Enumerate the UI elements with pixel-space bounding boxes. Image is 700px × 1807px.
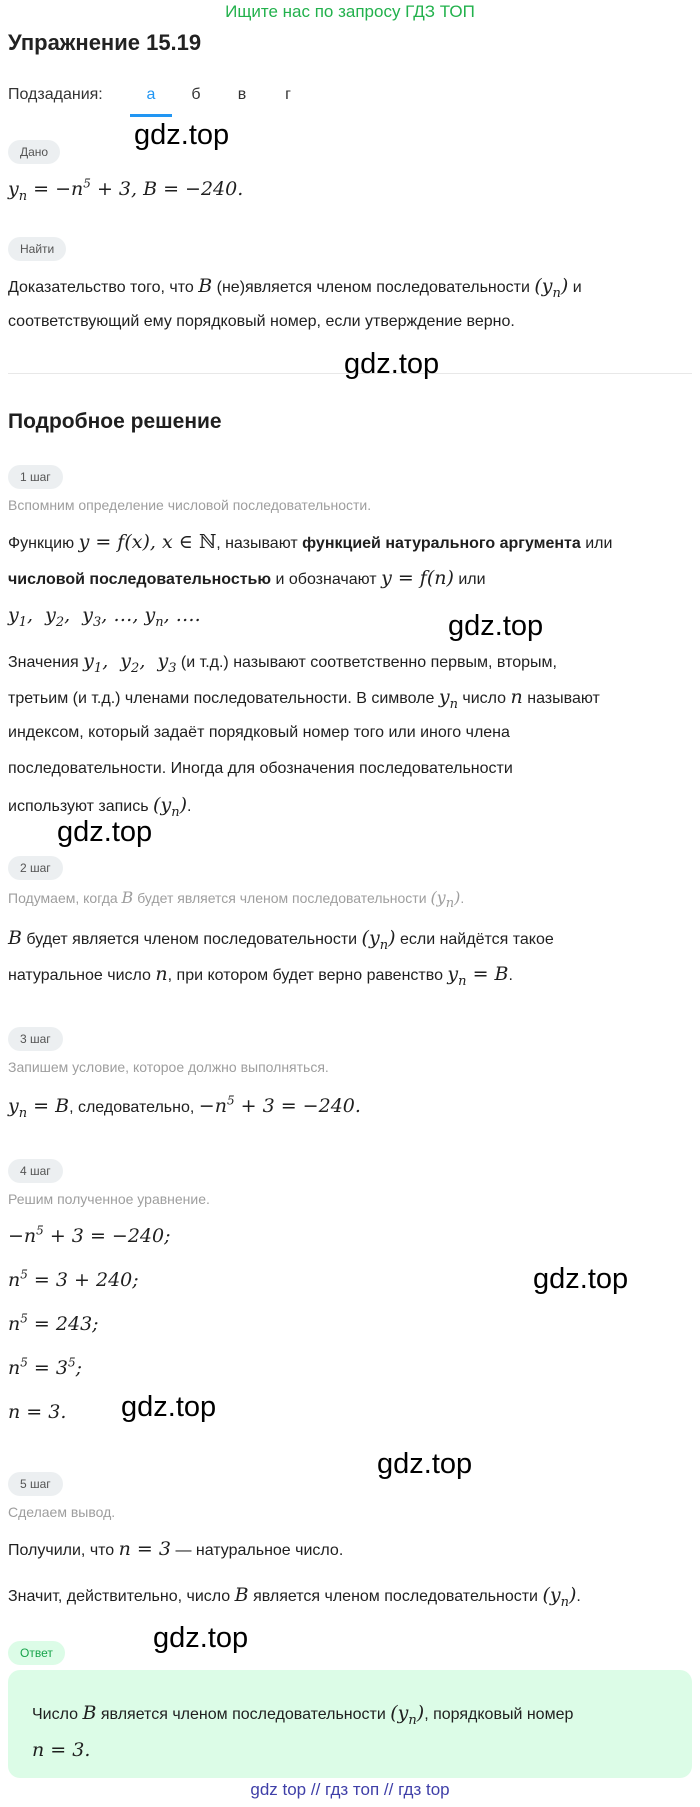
equation-line-2: $n^5 = 3 + 240$; [8, 1267, 139, 1291]
subtasks-label: Подзадания: [8, 86, 103, 103]
answer-line-2: n = 3. [32, 1739, 91, 1761]
watermark: gdz.top [448, 610, 544, 642]
step-1-line-4: Значения $y_1$, $y_2$, $y_3$ (и т.д.) называют соответственно первым, вторым, [8, 650, 557, 676]
tab-g[interactable]: г [285, 86, 291, 103]
step-1-line-7: последовательности. Иногда для обозначения последовательности [8, 760, 513, 777]
watermark: gdz.top [533, 1263, 629, 1295]
tab-a[interactable]: а [146, 86, 156, 103]
answer-line-1: Число B является членом последовательности $(y_n)$, порядковый номер [32, 1702, 574, 1728]
equation-line-3: $n^5 = 243$; [8, 1311, 99, 1335]
step-4-hint: Решим полученное уравнение. [8, 1191, 210, 1207]
footer-separator: // [310, 1780, 321, 1799]
watermark: gdz.top [121, 1391, 217, 1423]
active-tab-indicator [130, 114, 172, 117]
step-3-line-1: $y_n = B$, следовательно, $-n^5 + 3 = -240$. [8, 1093, 361, 1121]
promo-banner[interactable]: Ищите нас по запросу ГДЗ ТОП [225, 2, 475, 21]
find-badge: Найти [8, 237, 66, 261]
footer-link-gdz-top-ru[interactable]: гдз топ [325, 1780, 380, 1799]
step-5-line-1: Получили, что n = 3 — натуральное число. [8, 1538, 344, 1560]
given-badge: Дано [8, 140, 60, 164]
tab-b[interactable]: б [191, 86, 201, 103]
step-4-badge: 4 шаг [8, 1159, 63, 1183]
step-3-hint: Запишем условие, которое должно выполняться. [8, 1059, 329, 1075]
step-1-badge: 1 шаг [8, 465, 63, 489]
solution-title: Подробное решение [8, 410, 222, 433]
step-5-line-2: Значит, действительно, число B является членом последовательности $(y_n)$. [8, 1584, 581, 1610]
equation-line-4: $n^5 = 3^5$; [8, 1355, 83, 1379]
step-5-hint: Сделаем вывод. [8, 1504, 116, 1520]
given-formula: $y_n = -n^5 + 3$, B = −240. [8, 176, 244, 204]
step-1-line-2: числовой последовательностью и обозначают y = f(n) или [8, 567, 486, 589]
step-2-badge: 2 шаг [8, 856, 63, 880]
footer-links [0, 1780, 700, 1800]
step-2-hint: Подумаем, когда B будет является членом последовательности $(y_n)$. [8, 888, 465, 912]
step-1-line-6: индексом, который задаёт порядковый номер того или иного члена [8, 724, 510, 741]
footer-link-gdz-top[interactable]: gdz top [250, 1780, 307, 1799]
step-3-badge: 3 шаг [8, 1027, 63, 1051]
step-1-hint: Вспомним определение числовой последовательности. [8, 497, 372, 513]
watermark: gdz.top [377, 1448, 473, 1480]
step-1-line-8: используют запись $(y_n)$. [8, 794, 192, 820]
page-title: Упражнение 15.19 [8, 30, 202, 55]
answer-badge: Ответ [8, 1641, 65, 1665]
find-line-1: Доказательство того, что B (не)является членом последовательности $(y_n)$ и [8, 275, 582, 301]
step-2-line-1: B будет является членом последовательности $(y_n)$ если найдётся такое [8, 927, 554, 953]
step-1-line-5: третьим (и т.д.) членами последовательности. В символе $y_n$ число n называют [8, 686, 600, 712]
find-line-2: соответствующий ему порядковый номер, если утверждение верно. [8, 313, 515, 330]
footer-separator: // [383, 1780, 394, 1799]
sequence-notation: $y_1$, $y_2$, $y_3$, …, $y_n$, …. [8, 604, 201, 630]
footer-link-gdz-top-mixed[interactable]: гдз top [398, 1780, 450, 1799]
step-2-line-2: натуральное число n, при котором будет верно равенство $y_n = B$. [8, 963, 513, 989]
equation-line-1: $-n^5 + 3 = -240$; [8, 1223, 171, 1247]
watermark: gdz.top [134, 119, 230, 151]
watermark: gdz.top [57, 816, 153, 848]
watermark: gdz.top [344, 348, 440, 380]
watermark: gdz.top [153, 1622, 249, 1654]
step-1-line-1: Функцию y = f(x), x ∈ ℕ, называют функцией натурального аргумента или [8, 531, 613, 553]
equation-line-5: n = 3. [8, 1401, 67, 1423]
tab-v[interactable]: в [237, 86, 247, 103]
step-5-badge: 5 шаг [8, 1472, 63, 1496]
